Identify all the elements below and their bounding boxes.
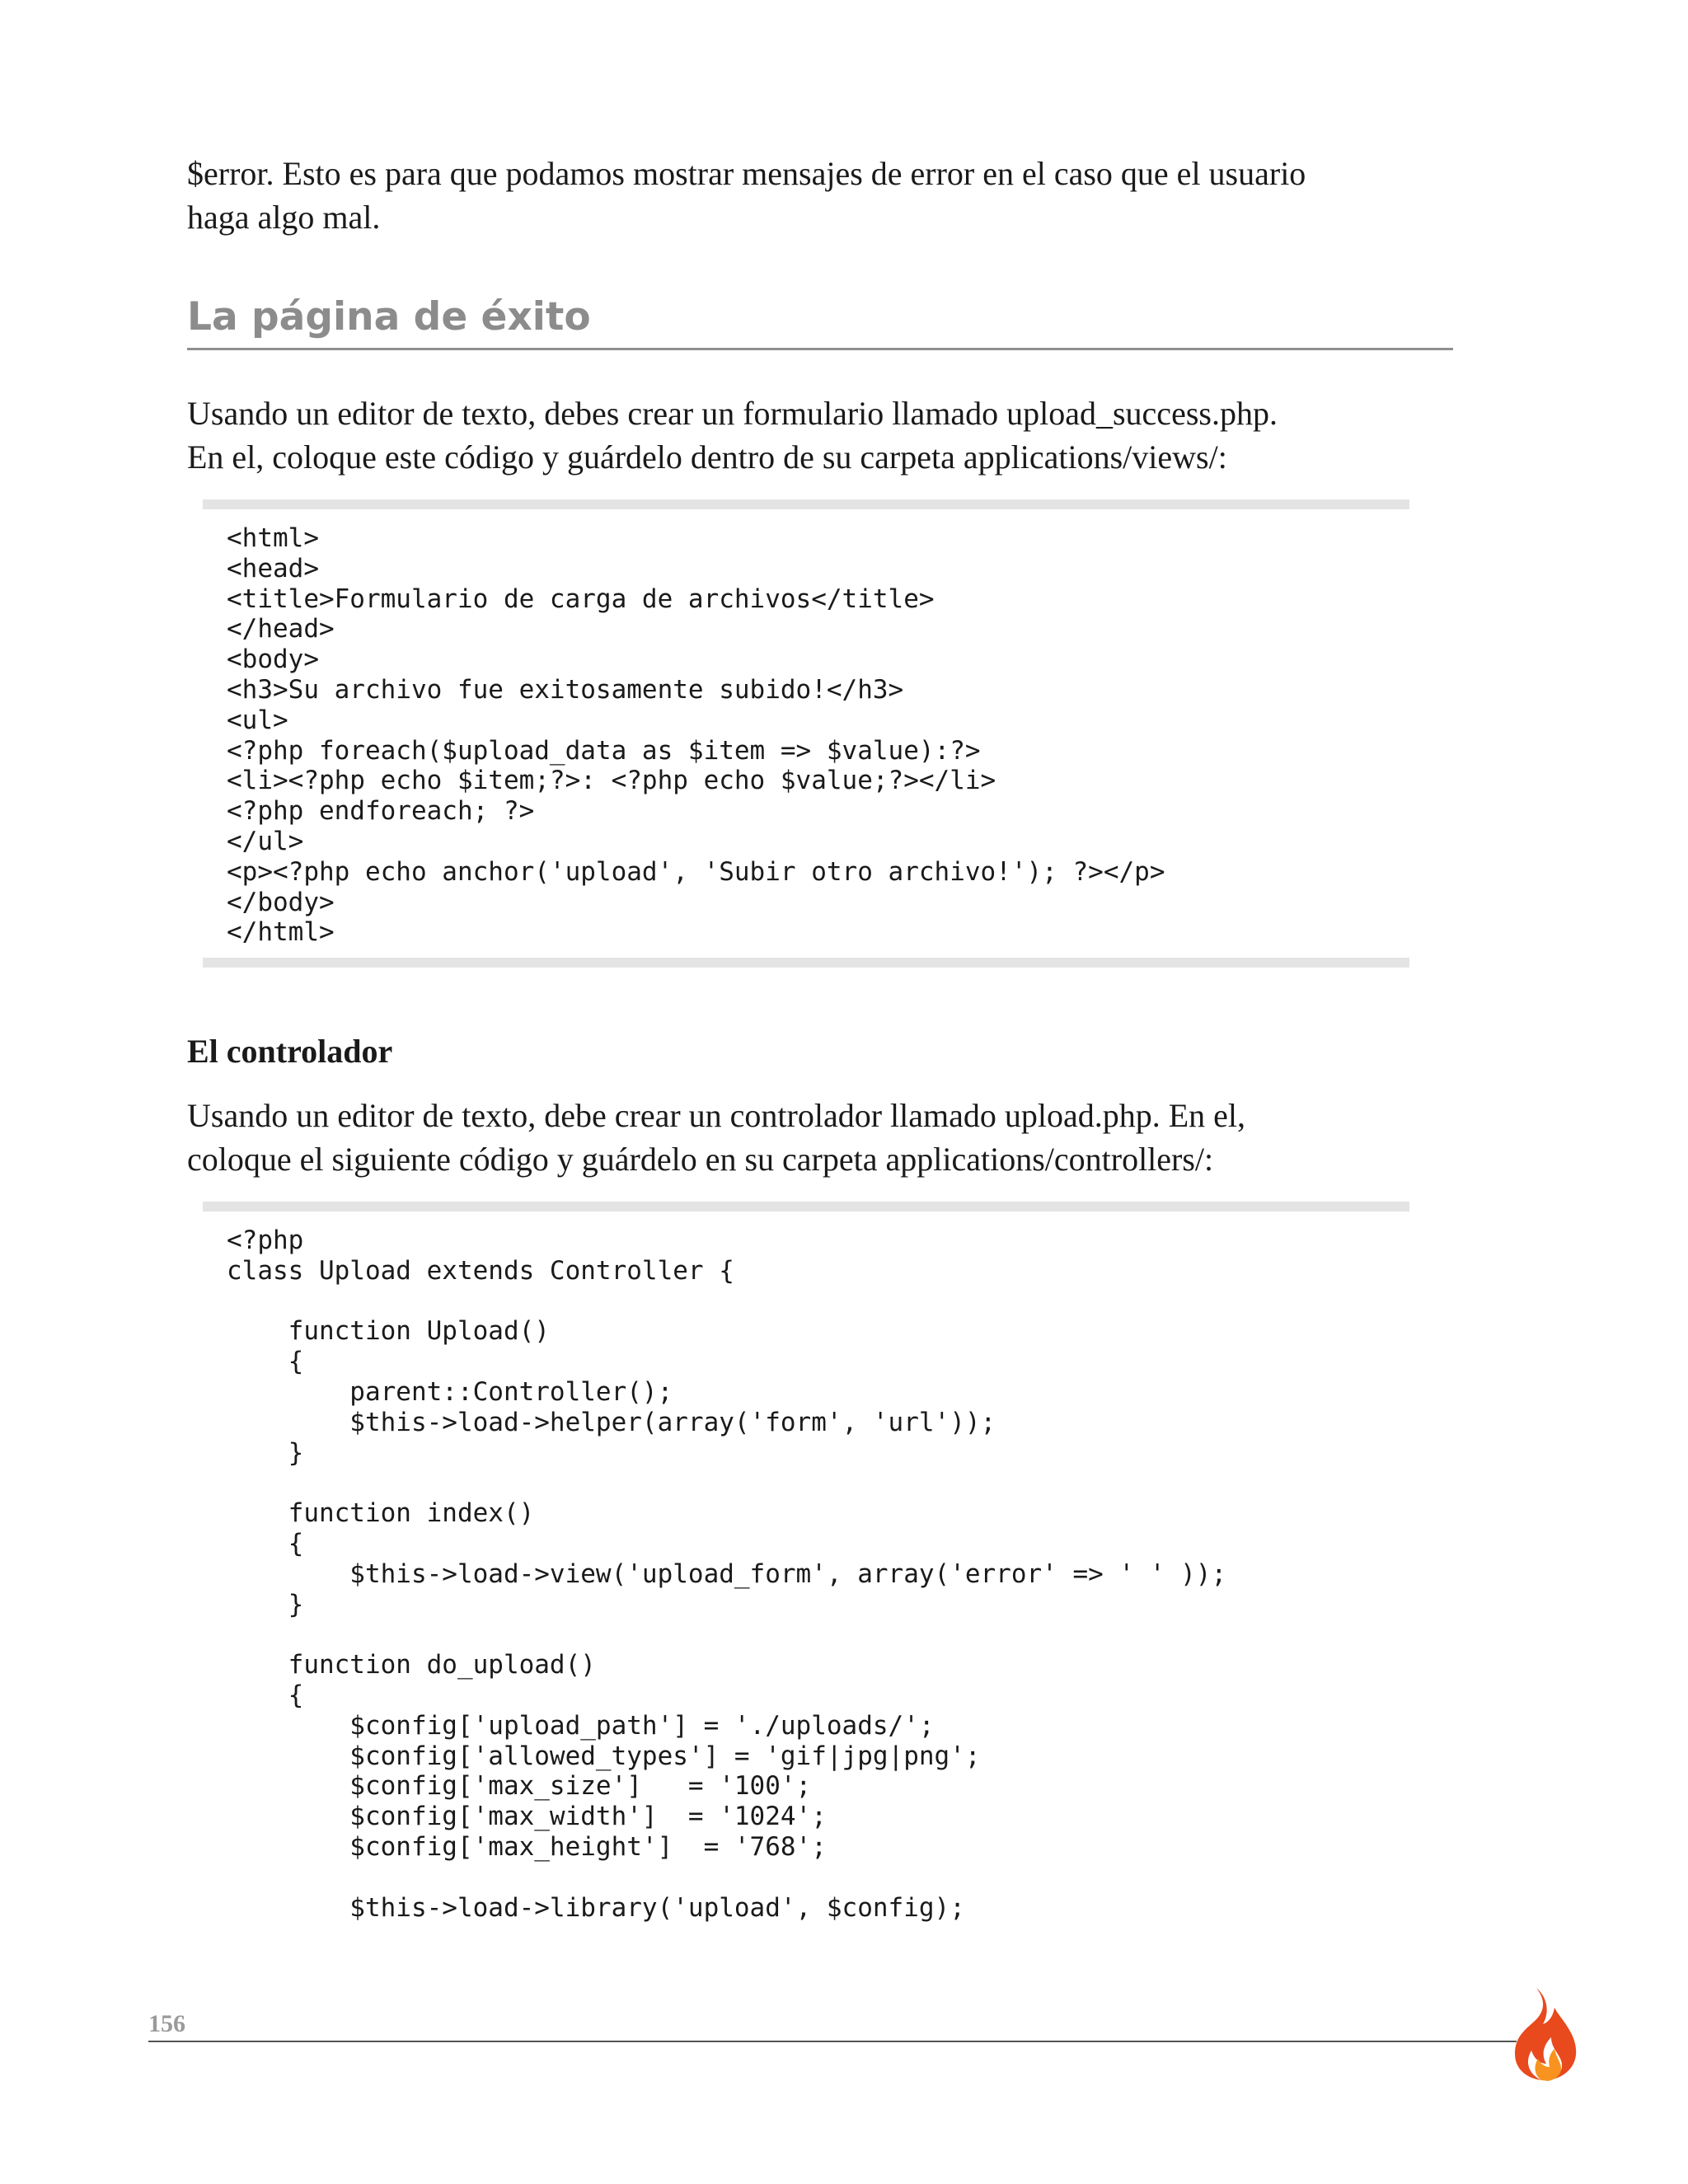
- code-line: }: [227, 1589, 304, 1619]
- code-line: }: [227, 1437, 304, 1468]
- paragraph-line: Usando un editor de texto, debe crear un controlador llamado upload.php. En el,: [187, 1097, 1246, 1134]
- code-line: [227, 1863, 1226, 1893]
- code-line: <title>Formulario de carga de archivos</title>: [227, 583, 935, 614]
- paragraph-line: coloque el siguiente código y guárdelo en su carpeta applications/controllers/:: [187, 1141, 1214, 1178]
- intro-line: haga algo mal.: [187, 199, 381, 236]
- code-line: function do_upload(): [227, 1650, 596, 1680]
- code-line: $this->load->library('upload', $config);: [227, 1892, 965, 1923]
- code-line: <h3>Su archivo fue exitosamente subido!</h3>: [227, 674, 904, 705]
- code-block-top-bar: [203, 1202, 1409, 1212]
- subheading-controller: El controlador: [187, 1033, 393, 1070]
- code-line: </ul>: [227, 826, 304, 856]
- code-line: <?php: [227, 1226, 304, 1255]
- code-line: [227, 1286, 1226, 1317]
- code-line: function index(): [227, 1498, 535, 1529]
- code-line: $config['max_height'] = '768';: [227, 1831, 827, 1862]
- code-line: <p><?php echo anchor('upload', 'Subir otro archivo!'); ?></p>: [227, 856, 1165, 887]
- codeigniter-flame-icon: [1500, 1985, 1582, 2082]
- paragraph-line: Usando un editor de texto, debes crear un formulario llamado upload_success.php.: [187, 395, 1278, 432]
- code-line: </head>: [227, 614, 335, 644]
- code-line: </body>: [227, 887, 335, 917]
- code-line: <ul>: [227, 705, 288, 735]
- intro-line: $error. Esto es para que podamos mostrar mensajes de error en el caso que el usuario: [187, 155, 1306, 192]
- code-line: <?php endforeach; ?>: [227, 796, 535, 827]
- code-block-bottom-bar: [203, 958, 1409, 968]
- code-line: </html>: [227, 917, 335, 948]
- code-line: $config['max_size'] = '100';: [227, 1771, 812, 1802]
- code-line: $this->load->view('upload_form', array('error' => ' ' ));: [227, 1558, 1227, 1589]
- code-line: function Upload(): [227, 1316, 550, 1347]
- code-line: <html>: [227, 523, 319, 553]
- code-line: <head>: [227, 553, 319, 583]
- code-line: [227, 1619, 1226, 1650]
- code-line: {: [227, 1347, 304, 1377]
- footer-rule: [148, 2041, 1517, 2042]
- code-block-success: [227, 523, 1165, 948]
- intro-paragraph: [187, 152, 1473, 239]
- code-line: class Upload extends Controller {: [227, 1255, 734, 1286]
- code-line: <?php foreach($upload_data as $item => $value):?>: [227, 735, 981, 766]
- code-line: $config['max_width'] = '1024';: [227, 1802, 827, 1832]
- section-heading: La página de éxito: [187, 294, 591, 340]
- code-block-controller: [227, 1226, 1226, 1923]
- paragraph-line: En el, coloque este código y guárdelo dentro de su carpeta applications/views/:: [187, 438, 1227, 476]
- paragraph-controller: [187, 1094, 1473, 1181]
- code-line: {: [227, 1528, 304, 1558]
- heading-rule: [187, 348, 1453, 350]
- code-line: parent::Controller();: [227, 1376, 673, 1407]
- code-line: $config['upload_path'] = './uploads/';: [227, 1710, 935, 1741]
- code-line: <li><?php echo $item;?>: <?php echo $value;?></li>: [227, 766, 996, 796]
- paragraph-success: [187, 391, 1473, 479]
- code-line: [227, 1468, 1226, 1498]
- code-line: $this->load->helper(array('form', 'url'));: [227, 1407, 996, 1437]
- code-line: $config['allowed_types'] = 'gif|jpg|png';: [227, 1741, 981, 1771]
- code-line: <body>: [227, 644, 319, 675]
- page-number: 156: [148, 2010, 185, 2037]
- code-block-top-bar: [203, 499, 1409, 509]
- code-line: {: [227, 1680, 304, 1710]
